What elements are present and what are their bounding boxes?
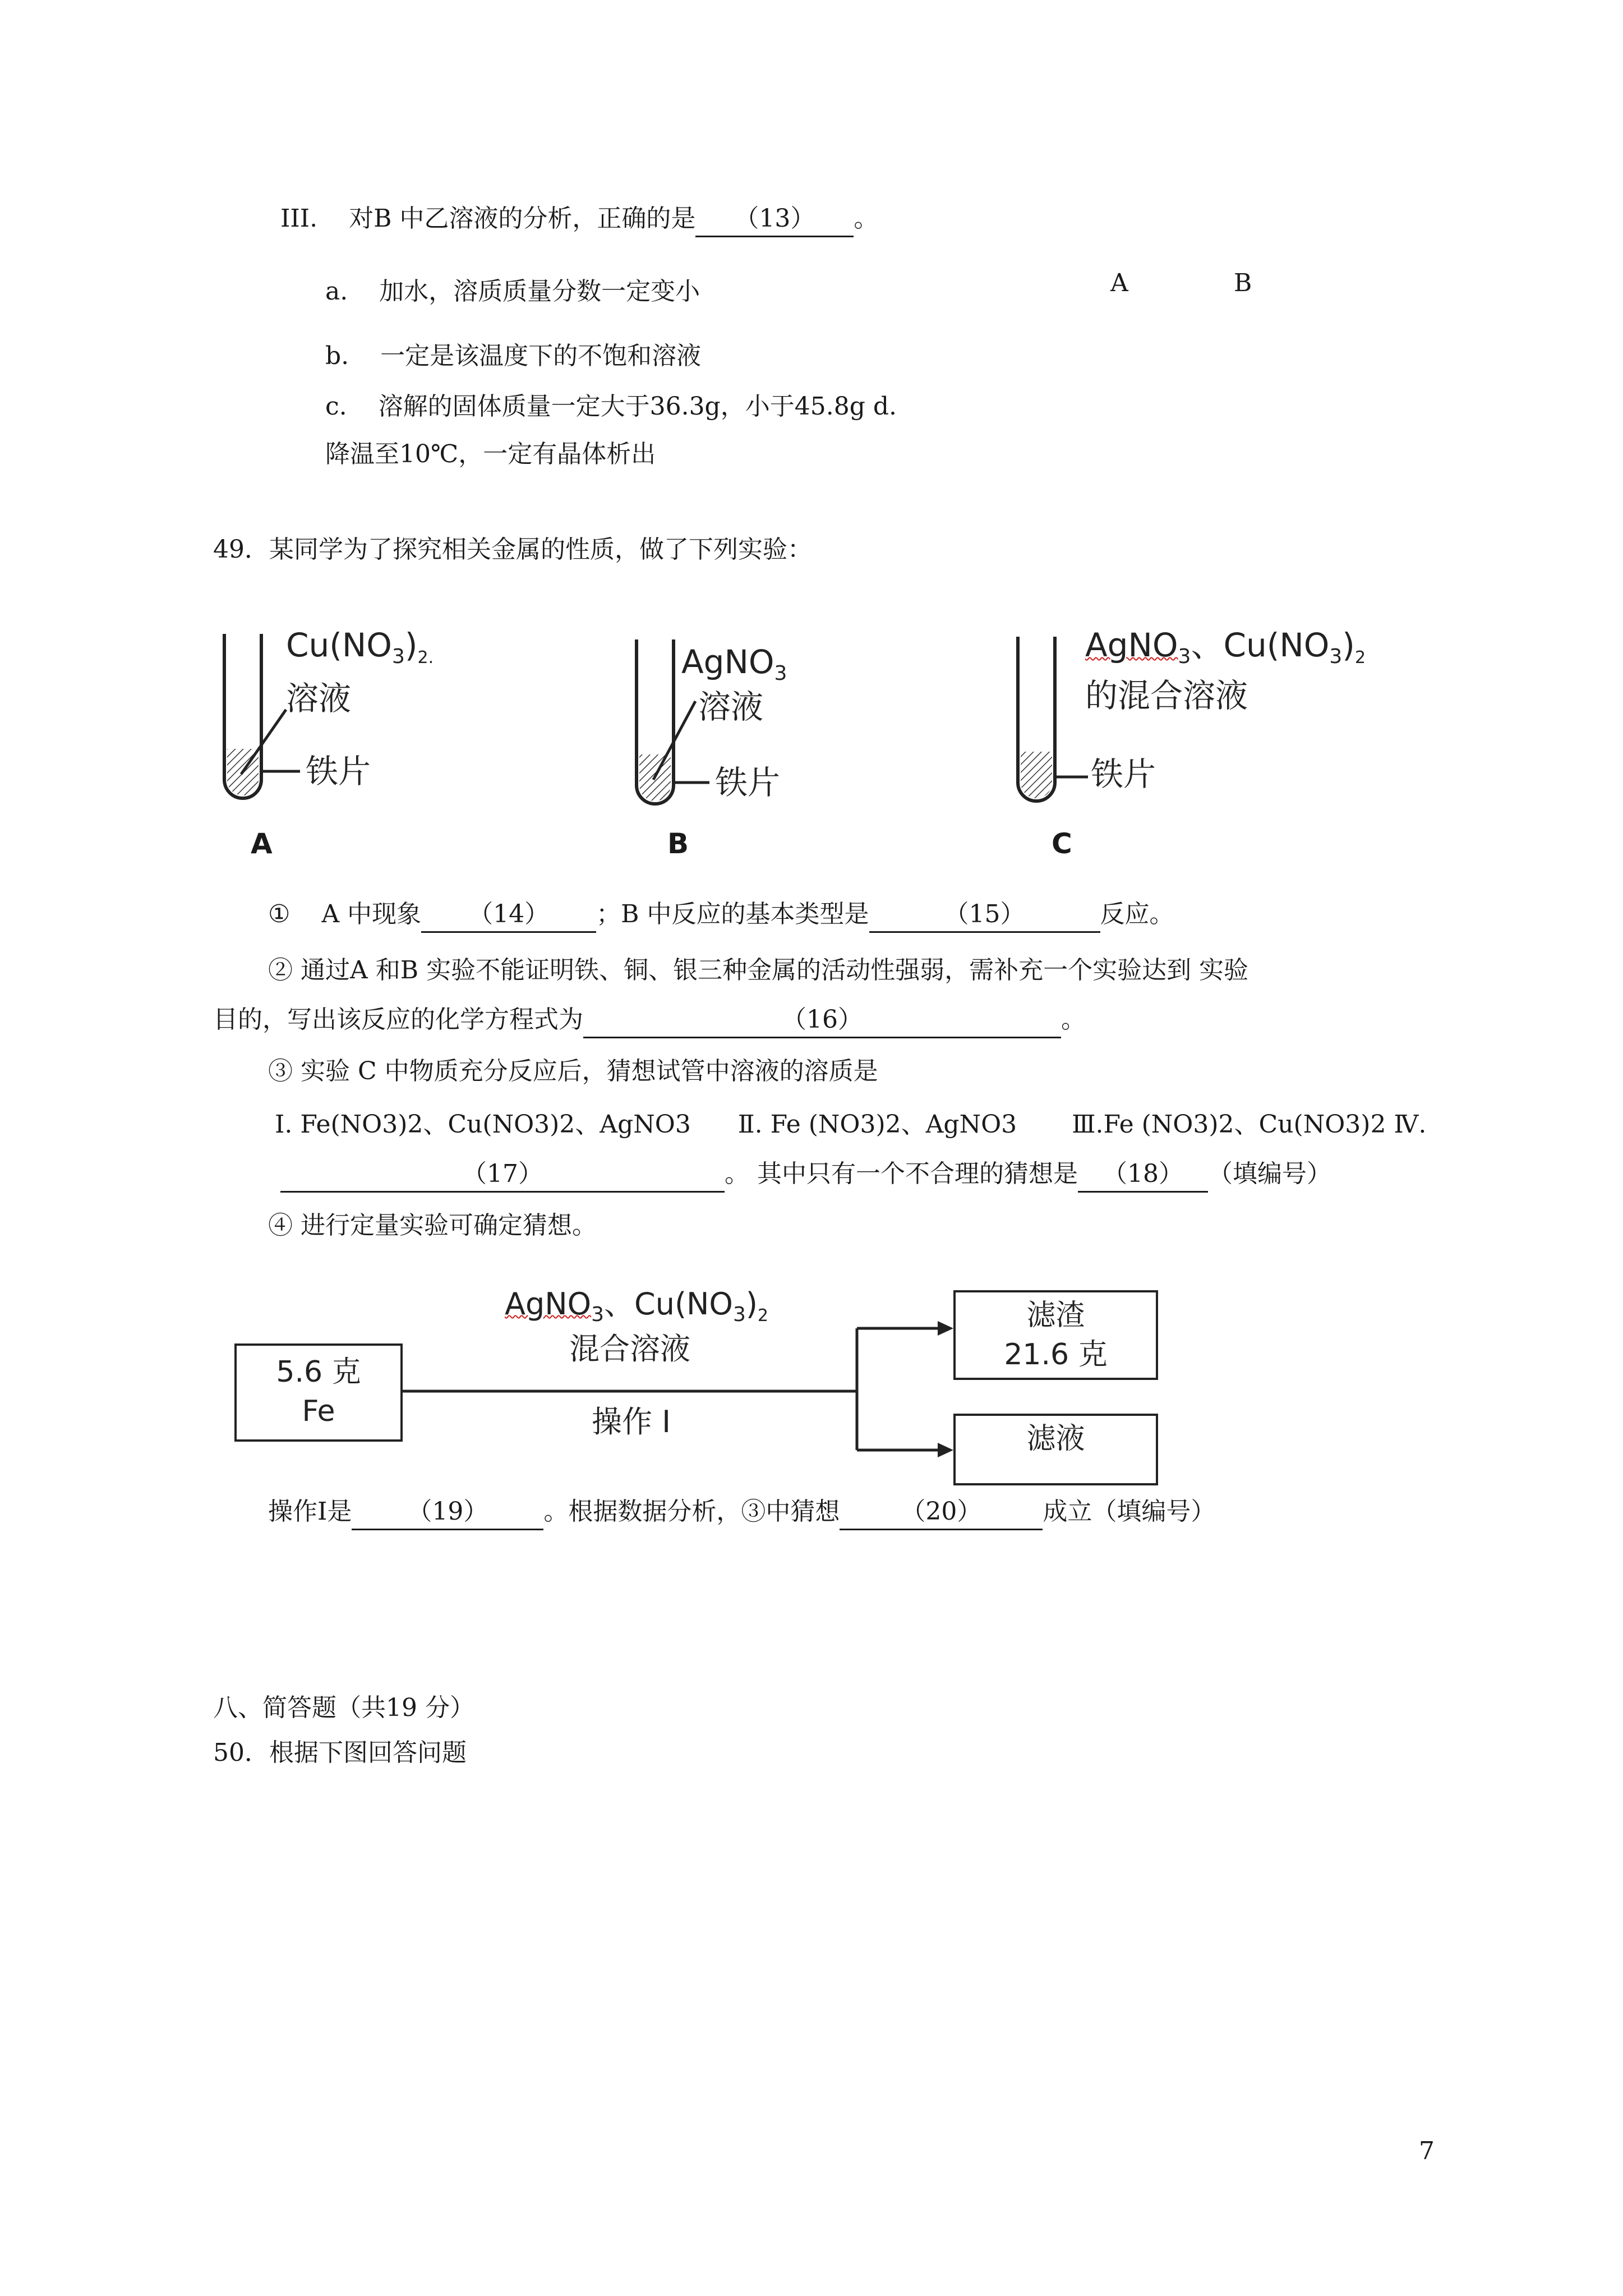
sub1-text-c: 反应。 bbox=[1100, 900, 1174, 928]
flow-operation-label: 操作 I bbox=[592, 1404, 671, 1439]
flow-residue-box bbox=[953, 1290, 1158, 1380]
start-mass: 5.6 克 bbox=[276, 1355, 361, 1389]
q48-iii-end: 。 bbox=[854, 204, 879, 233]
section-8-heading: 八、简答题（共19 分） bbox=[213, 1694, 474, 1722]
q49-sub2-line1: ② 通过A 和B 实验不能证明铁、铜、银三种金属的活动性强弱，需补充一个实验达到 实验 bbox=[268, 956, 1249, 984]
q49-sub4: ④ 进行定量实验可确定猜想。 bbox=[268, 1211, 597, 1240]
formula-part: 、Cu(NO bbox=[604, 1286, 733, 1322]
formula-part: ) bbox=[745, 1286, 758, 1322]
option-a-label: a. bbox=[325, 277, 348, 306]
formula-part: Cu(NO bbox=[286, 626, 392, 664]
q49-sub5 bbox=[268, 1495, 1215, 1530]
tube-a-caption: A bbox=[251, 827, 273, 860]
option-a-text: 加水，溶质质量分数一定变小 bbox=[379, 277, 700, 306]
answer-blank-16[interactable]: （16） bbox=[583, 1003, 1061, 1038]
option-c-text: 溶解的固体质量一定大于36.3g，小于45.8g d. bbox=[378, 392, 897, 421]
tube-b-caption: B bbox=[667, 827, 689, 860]
sub3-text: 。 其中只有一个不合理的猜想是 bbox=[725, 1159, 1078, 1188]
flow-filtrate-box bbox=[953, 1414, 1158, 1485]
tube-c-metal: 铁片 bbox=[1091, 755, 1156, 793]
tube-b-solution-formula bbox=[681, 642, 787, 693]
start-substance: Fe bbox=[302, 1395, 335, 1428]
sub2-end: 。 bbox=[1061, 1005, 1086, 1034]
guess-1: Ⅰ. Fe(NO3)2、Cu(NO3)2、AgNO3 bbox=[275, 1110, 691, 1139]
flow-start-box bbox=[234, 1343, 403, 1442]
answer-blank-14[interactable]: （14） bbox=[421, 898, 596, 933]
formula-part: AgNO bbox=[505, 1286, 592, 1322]
formula-part: AgNO bbox=[1085, 626, 1178, 664]
circled-1: ① bbox=[268, 900, 291, 928]
answer-blank-18[interactable]: （18） bbox=[1078, 1157, 1208, 1193]
sub2-text: 目的，写出该反应的化学方程式为 bbox=[213, 1005, 583, 1034]
q48-option-d: 降温至10℃，一定有晶体析出 bbox=[325, 440, 656, 468]
answer-blank-19[interactable]: （19） bbox=[352, 1495, 543, 1530]
q48-iii-number: III. bbox=[280, 204, 318, 233]
sub3-end: （填编号） bbox=[1208, 1159, 1331, 1188]
formula-part: ) bbox=[1342, 626, 1355, 664]
formula-sub: 3 bbox=[1329, 645, 1343, 668]
guess-3: Ⅲ.Fe (NO3)2、Cu(NO3)2 Ⅳ. bbox=[1072, 1110, 1427, 1139]
q50-stem: 50．根据下图回答问题 bbox=[213, 1738, 467, 1767]
guess-2: Ⅱ. Fe (NO3)2、AgNO3 bbox=[737, 1110, 1017, 1139]
q49-stem: 49．某同学为了探究相关金属的性质，做了下列实验： bbox=[213, 535, 812, 564]
formula-part: 、Cu(NO bbox=[1191, 626, 1330, 664]
right-label-a: A bbox=[1110, 269, 1128, 297]
formula-sub: 2. bbox=[417, 648, 434, 668]
q49-sub3-line3 bbox=[280, 1157, 1331, 1193]
q49-sub1 bbox=[268, 898, 1174, 933]
tube-a-solution-formula bbox=[286, 625, 434, 678]
answer-blank-15[interactable]: （15） bbox=[869, 898, 1100, 933]
sub5-text-c: 成立（填编号） bbox=[1043, 1497, 1216, 1526]
q49-sub3-options bbox=[275, 1108, 1426, 1142]
page-number: 7 bbox=[1419, 2137, 1435, 2165]
sub1-text-a: A 中现象 bbox=[321, 900, 422, 928]
option-c-label: c. bbox=[325, 392, 347, 421]
answer-blank-13[interactable]: （13） bbox=[695, 202, 854, 237]
formula-sub: 3 bbox=[1178, 645, 1191, 668]
formula-sub: 3 bbox=[732, 1303, 746, 1326]
formula-part: AgNO bbox=[681, 643, 774, 681]
right-label-b: B bbox=[1234, 269, 1252, 297]
flow-reagent-word: 混合溶液 bbox=[569, 1331, 690, 1366]
tube-b-metal: 铁片 bbox=[715, 763, 781, 802]
formula-sub: 2 bbox=[757, 1306, 769, 1326]
filtrate-label: 滤液 bbox=[1026, 1422, 1085, 1456]
tube-c-solution-word: 的混合溶液 bbox=[1085, 677, 1248, 715]
formula-sub: 2 bbox=[1354, 648, 1366, 668]
formula-part: ) bbox=[404, 626, 418, 664]
q49-sub3-line1: ③ 实验 C 中物质充分反应后，猜想试管中溶液的溶质是 bbox=[268, 1057, 878, 1085]
option-b-text: 一定是该温度下的不饱和溶液 bbox=[380, 342, 702, 370]
formula-sub: 3 bbox=[391, 645, 405, 668]
sub1-text-b: ；B 中反应的基本类型是 bbox=[596, 900, 869, 928]
q49-sub2-line2 bbox=[213, 1003, 1086, 1038]
residue-label: 滤渣 bbox=[1026, 1299, 1085, 1332]
formula-sub: 3 bbox=[591, 1303, 605, 1326]
tube-c-caption: C bbox=[1052, 827, 1072, 860]
tube-a-solution-word: 溶液 bbox=[286, 679, 352, 717]
flow-reagent-formula bbox=[505, 1285, 768, 1336]
sub5-text-b: 。根据数据分析，③中猜想 bbox=[543, 1497, 840, 1526]
q48-iii-text: 对B 中乙溶液的分析，正确的是 bbox=[349, 204, 696, 233]
tube-a-metal: 铁片 bbox=[306, 752, 371, 790]
tube-b-solution-word: 溶液 bbox=[698, 688, 764, 726]
answer-blank-20[interactable]: （20） bbox=[840, 1495, 1043, 1530]
option-b-label: b. bbox=[325, 342, 349, 370]
answer-blank-17[interactable]: （17） bbox=[280, 1157, 725, 1193]
tube-c-solution-formula bbox=[1085, 625, 1366, 678]
residue-mass: 21.6 克 bbox=[1004, 1338, 1108, 1372]
sub5-text-a: 操作Ⅰ是 bbox=[268, 1497, 352, 1526]
formula-sub: 3 bbox=[774, 662, 787, 685]
test-tube-c bbox=[1018, 637, 1088, 801]
